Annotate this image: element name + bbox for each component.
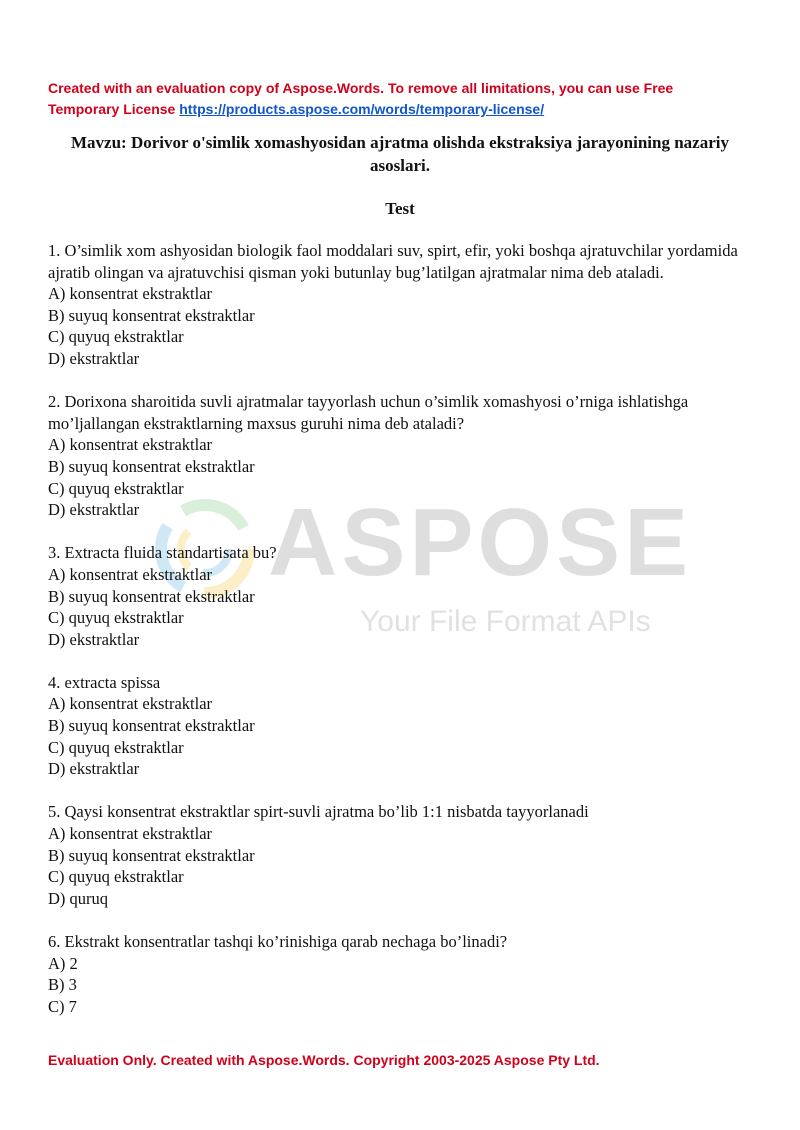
question-block xyxy=(48,672,748,780)
question-block xyxy=(48,931,748,1017)
question-text: 3. Extracta fluida standartisata bu? xyxy=(48,543,277,563)
answer-option: C) quyuq ekstraktlar xyxy=(48,867,184,887)
temporary-license-link[interactable]: https://products.aspose.com/words/temporary-license/ xyxy=(179,101,545,117)
answer-option: A) konsentrat ekstraktlar xyxy=(48,694,213,714)
answer-option: A) konsentrat ekstraktlar xyxy=(48,824,213,844)
answer-option: B) suyuq konsentrat ekstraktlar xyxy=(48,456,255,476)
question-text: 4. extracta spissa xyxy=(48,672,161,692)
answer-option: A) konsentrat ekstraktlar xyxy=(48,564,213,584)
test-heading: Test xyxy=(385,199,415,218)
answer-option: D) ekstraktlar xyxy=(48,348,140,368)
answer-option: B) 3 xyxy=(48,975,77,995)
question-block xyxy=(48,801,748,909)
answer-option: C) quyuq ekstraktlar xyxy=(48,608,184,628)
question-block xyxy=(48,391,748,521)
answer-option: B) suyuq konsentrat ekstraktlar xyxy=(48,845,255,865)
answer-option: B) suyuq konsentrat ekstraktlar xyxy=(48,305,255,325)
question-text: 1. O’simlik xom ashyosidan biologik faol moddalari suv, spirt, efir, yoki boshqa ajratuvchilar yordamida ajratib olingan va ajratuvchisi qisman yoki butunlay bug’latilgan ajratmalar nima deb ataladi. xyxy=(48,241,738,282)
answer-option: B) suyuq konsentrat ekstraktlar xyxy=(48,586,255,606)
answer-option: B) suyuq konsentrat ekstraktlar xyxy=(48,716,255,736)
answer-option: D) ekstraktlar xyxy=(48,759,140,779)
evaluation-notice-line: Created with an evaluation copy of Aspose.Words. To remove all limitations, you can use Free xyxy=(48,80,674,96)
question-text: 6. Ekstrakt konsentratlar tashqi ko’rinishiga qarab nechaga bo’linadi? xyxy=(48,932,508,951)
evaluation-notice-footer: Evaluation Only. Created with Aspose.Words. Copyright 2003-2025 Aspose Pty Ltd. xyxy=(48,1052,600,1068)
answer-option: C) 7 xyxy=(48,996,77,1016)
answer-option: D) ekstraktlar xyxy=(48,629,140,649)
answer-option: D) quruq xyxy=(48,888,109,908)
question-text: 2. Dorixona sharoitida suvli ajratmalar tayyorlash uchun o’simlik xomashyosi o’rniga ishlatishga mo’ljallangan ekstraktlarning maxsus guruhi nima deb ataladi? xyxy=(48,392,689,433)
answer-option: A) konsentrat ekstraktlar xyxy=(48,435,213,455)
question-block xyxy=(48,240,748,370)
answer-option: A) konsentrat ekstraktlar xyxy=(48,284,213,304)
evaluation-notice-header xyxy=(48,78,748,120)
document-topic-title: Mavzu: Dorivor o'simlik xomashyosidan ajratma olishda ekstraksiya jarayonining nazariy asoslari. xyxy=(71,133,729,175)
question-text: 5. Qaysi konsentrat ekstraktlar spirt-suvli ajratma bo’lib 1:1 nisbatda tayyorlanadi xyxy=(48,802,589,822)
temporary-license-label: Temporary License xyxy=(48,101,176,117)
question-list xyxy=(48,240,748,1039)
answer-option: D) ekstraktlar xyxy=(48,500,140,520)
watermark-tagline: Your File Format APIs xyxy=(360,605,651,638)
answer-option: A) 2 xyxy=(48,953,78,973)
question-block xyxy=(48,542,748,650)
answer-option: C) quyuq ekstraktlar xyxy=(48,327,184,347)
answer-option: C) quyuq ekstraktlar xyxy=(48,737,184,757)
watermark-brand-word: ASPOSE xyxy=(268,489,693,596)
answer-option: C) quyuq ekstraktlar xyxy=(48,478,184,498)
evaluation-notice-line-2 xyxy=(48,99,748,120)
